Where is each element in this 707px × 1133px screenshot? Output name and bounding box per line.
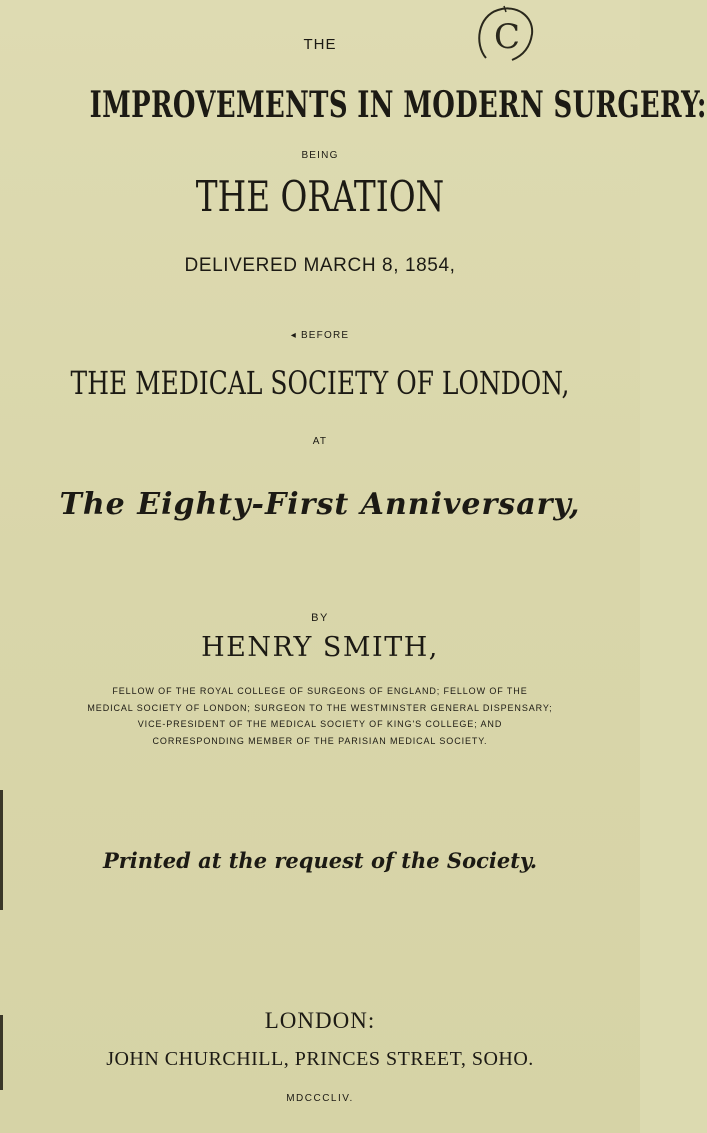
binding-edge-mark (0, 790, 3, 910)
before-text: BEFORE (300, 330, 350, 341)
author-name: HENRY SMITH, (201, 632, 439, 663)
publication-year: MDCCCLIV. (286, 1093, 354, 1104)
credential-line: MEDICAL SOCIETY OF LONDON; SURGEON TO THE WESTMINSTER GENERAL DISPENSARY; (87, 702, 553, 713)
at-label: AT (312, 436, 328, 447)
delivery-date: DELIVERED MARCH 8, 1854, (184, 255, 456, 276)
before-label (0, 330, 640, 341)
publisher-name: JOHN CHURCHILL, PRINCES STREET, SOHO. (106, 1048, 534, 1070)
credential-line: VICE-PRESIDENT OF THE MEDICAL SOCIETY OF KING'S COLLEGE; AND (137, 719, 503, 729)
publication-city: LONDON: (264, 1008, 376, 1033)
library-stamp-icon (468, 2, 546, 64)
by-label: BY (311, 612, 329, 624)
stamp-letter: C (494, 17, 521, 57)
society-name: THE MEDICAL SOCIETY OF LONDON, (70, 364, 570, 402)
being-label: BEING (301, 150, 339, 161)
printed-note: Printed at the request of the Society. (102, 848, 538, 873)
main-title: IMPROVEMENTS IN MODERN SURGERY: (89, 84, 707, 126)
author-credentials (32, 683, 608, 749)
binding-edge-mark (0, 1015, 3, 1090)
anniversary-line: The Eighty-First Anniversary, (59, 487, 581, 522)
oration-title: THE ORATION (195, 172, 445, 221)
title-article: THE (303, 36, 337, 53)
credential-line: FELLOW OF THE ROYAL COLLEGE OF SURGEONS OF ENGLAND; FELLOW OF THE (112, 686, 528, 696)
bullet-icon: ◂ (290, 330, 301, 341)
credential-line: CORRESPONDING MEMBER OF THE PARISIAN MEDICAL SOCIETY. (152, 735, 488, 746)
